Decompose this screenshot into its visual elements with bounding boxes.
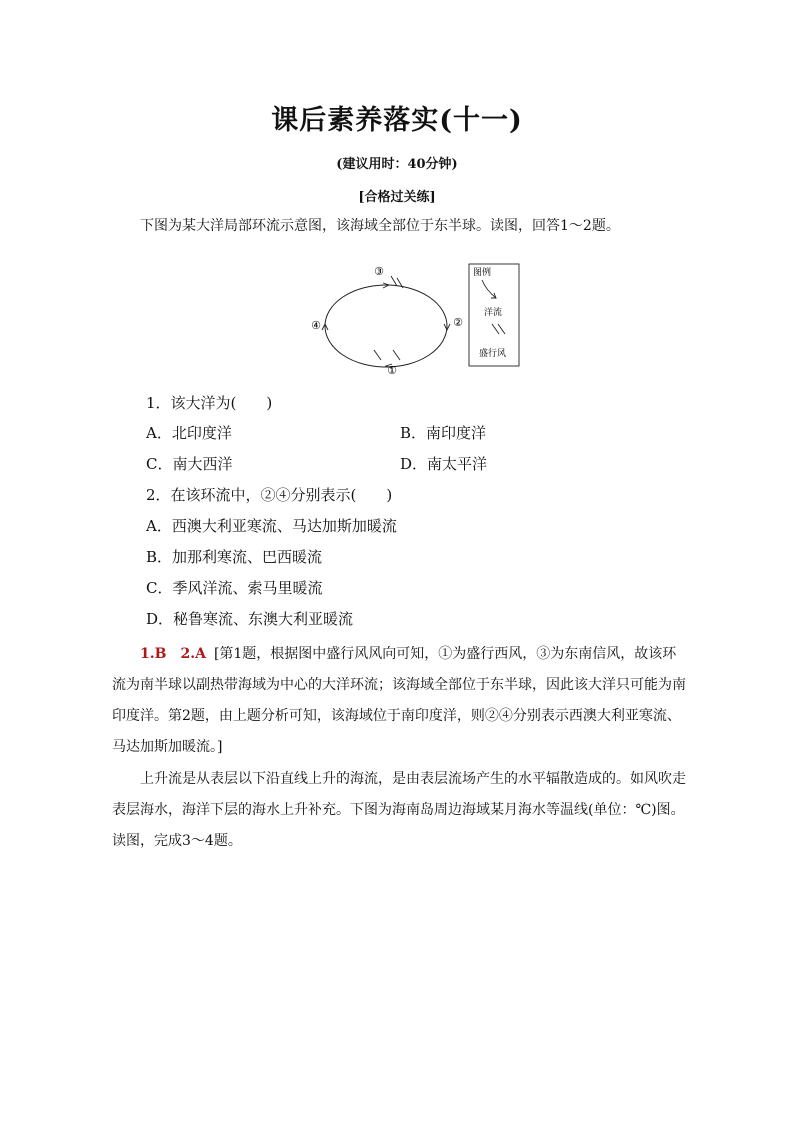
answer-text: [第1题，根据图中盛行风风向可知，①为盛行西风，③为东南信风，故该环流为南半球以副热带海域为中心的大洋环流；该海域全部位于东半球，因此该大洋只可能为南印度洋。第2题，由上题分析可知，该海域位于南印度洋，则②④分别表示西澳大利亚寒流、马达加斯加暖流。] [112,646,686,755]
answer-key: 1.B 2.A [140,646,206,662]
legend-wind-symbol-2 [498,324,505,334]
q2-option-b: B．加那利寒流、巴西暖流 [146,548,323,566]
intro-paragraph: 下图为某大洋局部环流示意图，该海域全部位于东半球。读图，回答1～2题。 [140,218,620,234]
q2-option-c: C．季风洋流、索马里暖流 [146,579,323,597]
circulation-ellipse [325,285,447,367]
q2-option-a: A．西澳大利亚寒流、马达加斯加暖流 [146,517,397,535]
q1-option-d: D．南太平洋 [400,455,488,473]
label-1: ① [387,364,397,377]
wind-arrow-top-1 [391,276,397,286]
q1-option-a: A．北印度洋 [146,424,232,442]
question-2-stem: 2．在该环流中，②④分别表示( ) [146,486,393,504]
question-1-stem: 1．该大洋为( ) [146,394,273,412]
upwelling-paragraph: 上升流是从表层以下沿直线上升的海流，是由表层流场产生的水平辐散造成的。如风吹走表层海水，海洋下层的海水上升补充。下图为海南岛周边海域某月海水等温线(单位：℃)图。读图，完成3～4题。 [112,771,686,849]
answer-explanation [112,639,687,763]
ocean-circulation-diagram [300,258,540,380]
time-note: (建议用时：40分钟) [336,157,458,172]
wind-arrow-bottom-2 [393,350,400,360]
page-title: 课后素养落实(十一) [271,105,523,136]
wind-arrow-bottom-1 [374,350,381,360]
label-4: ④ [311,319,321,332]
legend-current-label: 洋流 [484,308,503,318]
legend-wind-label: 盛行风 [479,349,507,359]
legend-wind-symbol-1 [492,324,499,334]
legend-current-symbol [482,280,496,298]
q2-option-d: D．秘鲁寒流、东澳大利亚暖流 [146,610,354,628]
section-heading: [合格过关练] [358,190,436,205]
label-2: ② [453,316,463,329]
q1-option-b: B．南印度洋 [400,424,487,442]
q1-option-c: C．南大西洋 [146,455,233,473]
legend-title: 图例 [473,268,492,278]
label-3: ③ [374,265,384,278]
